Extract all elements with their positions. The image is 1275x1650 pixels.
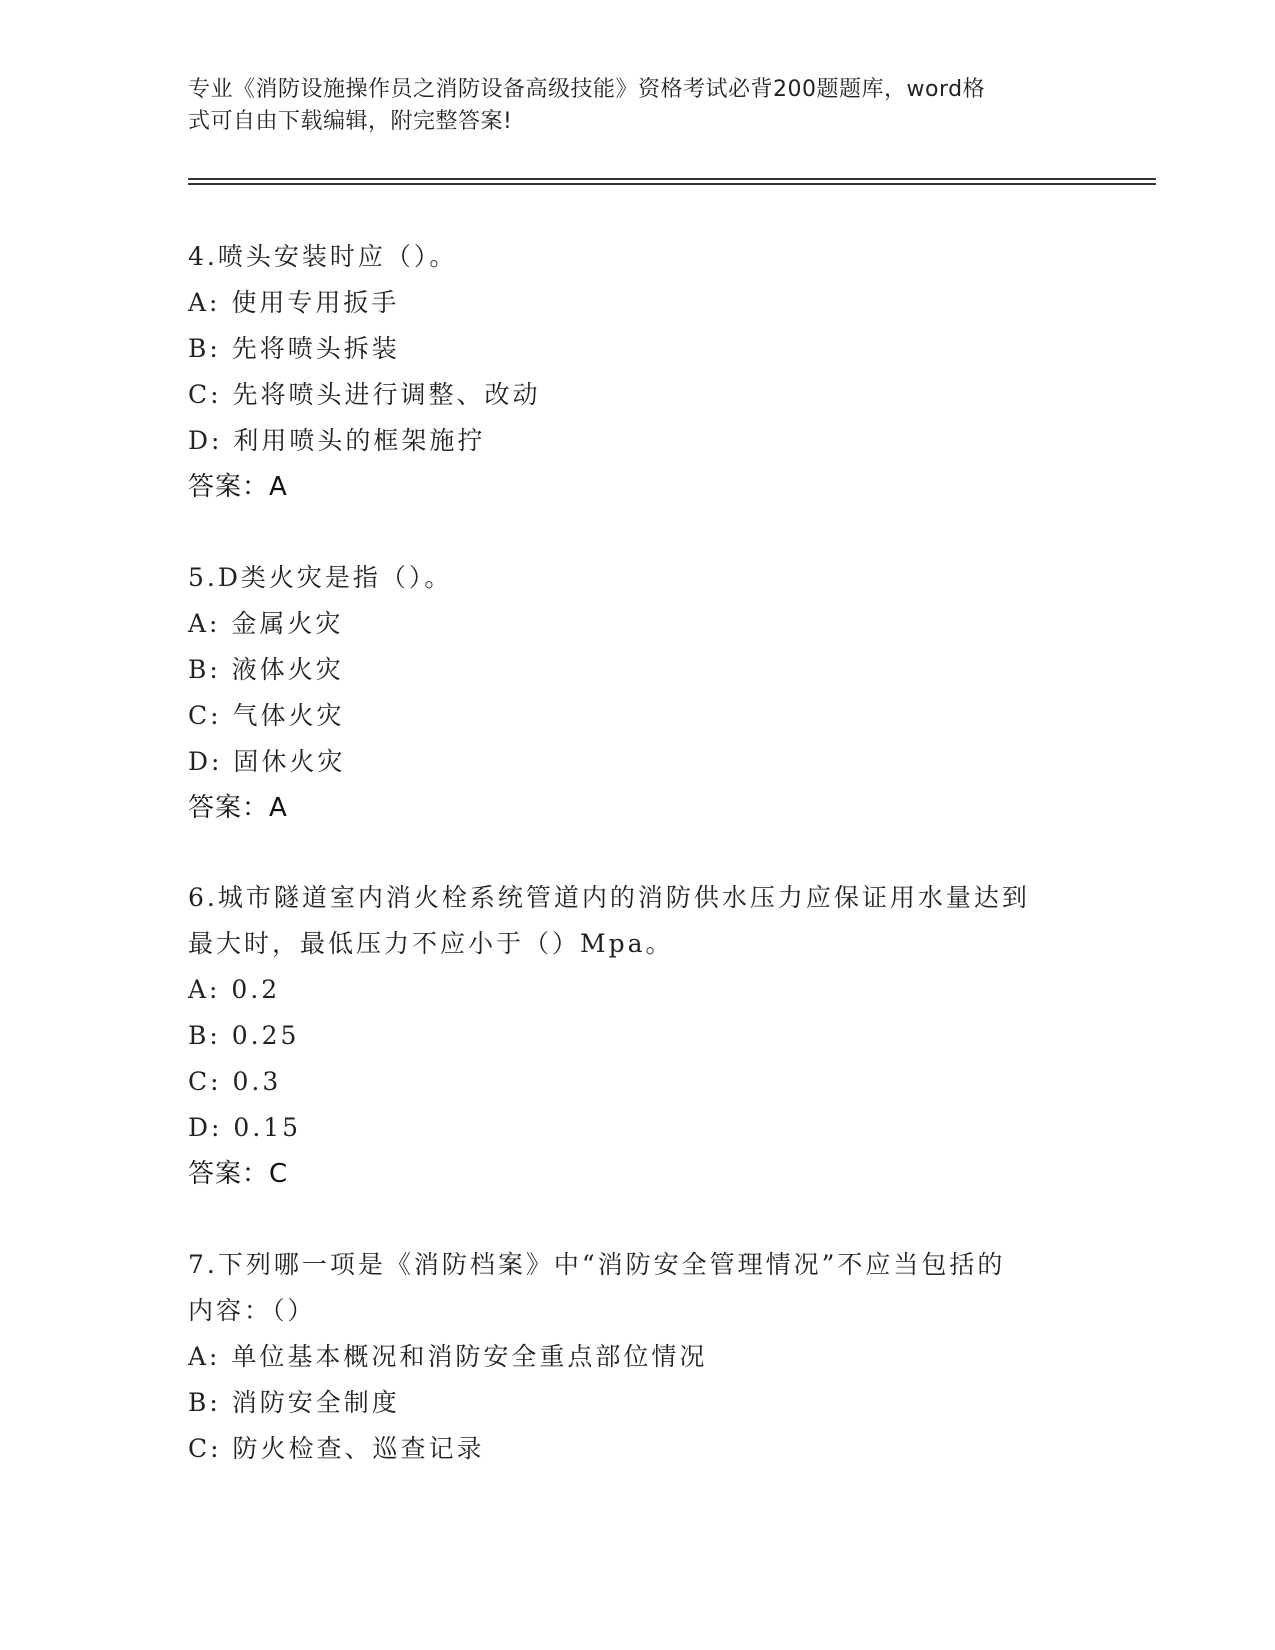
option-b: B: 先将喷头拆装 <box>188 334 400 363</box>
option-c: C: 防火检查、巡查记录 <box>188 1434 485 1463</box>
question-block <box>188 875 1088 1197</box>
question-stem-line-1: 7.下列哪一项是《消防档案》中“消防安全管理情况”不应当包括的 <box>188 1250 1006 1279</box>
question-stem: 4.喷头安装时应（）。 <box>188 242 458 271</box>
answer: 答案：A <box>188 472 288 502</box>
header-divider-bottom <box>188 183 1156 185</box>
option-c: C: 先将喷头进行调整、改动 <box>188 380 541 409</box>
answer: 答案：A <box>188 793 288 823</box>
answer: 答案：C <box>188 1159 289 1189</box>
option-a: A: 使用专用扳手 <box>188 288 400 317</box>
option-d: D: 利用喷头的框架施拧 <box>188 426 486 455</box>
option-b: B: 液体火灾 <box>188 655 344 684</box>
question-block <box>188 555 1088 831</box>
option-a: A: 0.2 <box>188 975 281 1004</box>
header-line-2: 式可自由下载编辑，附完整答案! <box>188 109 513 134</box>
question-stem-line-1: 6.城市隧道室内消火栓系统管道内的消防供水压力应保证用水量达到 <box>188 883 1030 912</box>
option-b: B: 0.25 <box>188 1021 300 1050</box>
option-a: A: 单位基本概况和消防安全重点部位情况 <box>188 1342 708 1371</box>
option-c: C: 气体火灾 <box>188 701 345 730</box>
question-stem-line-2: 内容：（） <box>188 1296 316 1325</box>
option-d: D: 0.15 <box>188 1113 302 1142</box>
question-stem-line-2: 最大时，最低压力不应小于（）Mpa。 <box>188 929 674 958</box>
header-line-1: 专业《消防设施操作员之消防设备高级技能》资格考试必背200题题库，word格 <box>188 77 986 102</box>
option-d: D: 固休火灾 <box>188 747 346 776</box>
question-block <box>188 1242 1088 1472</box>
option-c: C: 0.3 <box>188 1067 282 1096</box>
option-a: A: 金属火灾 <box>188 609 344 638</box>
document-header <box>188 74 1068 138</box>
question-stem: 5.D类火灾是指（）。 <box>188 563 453 592</box>
question-block <box>188 234 1088 510</box>
header-divider-top <box>188 178 1156 180</box>
option-b: B: 消防安全制度 <box>188 1388 400 1417</box>
